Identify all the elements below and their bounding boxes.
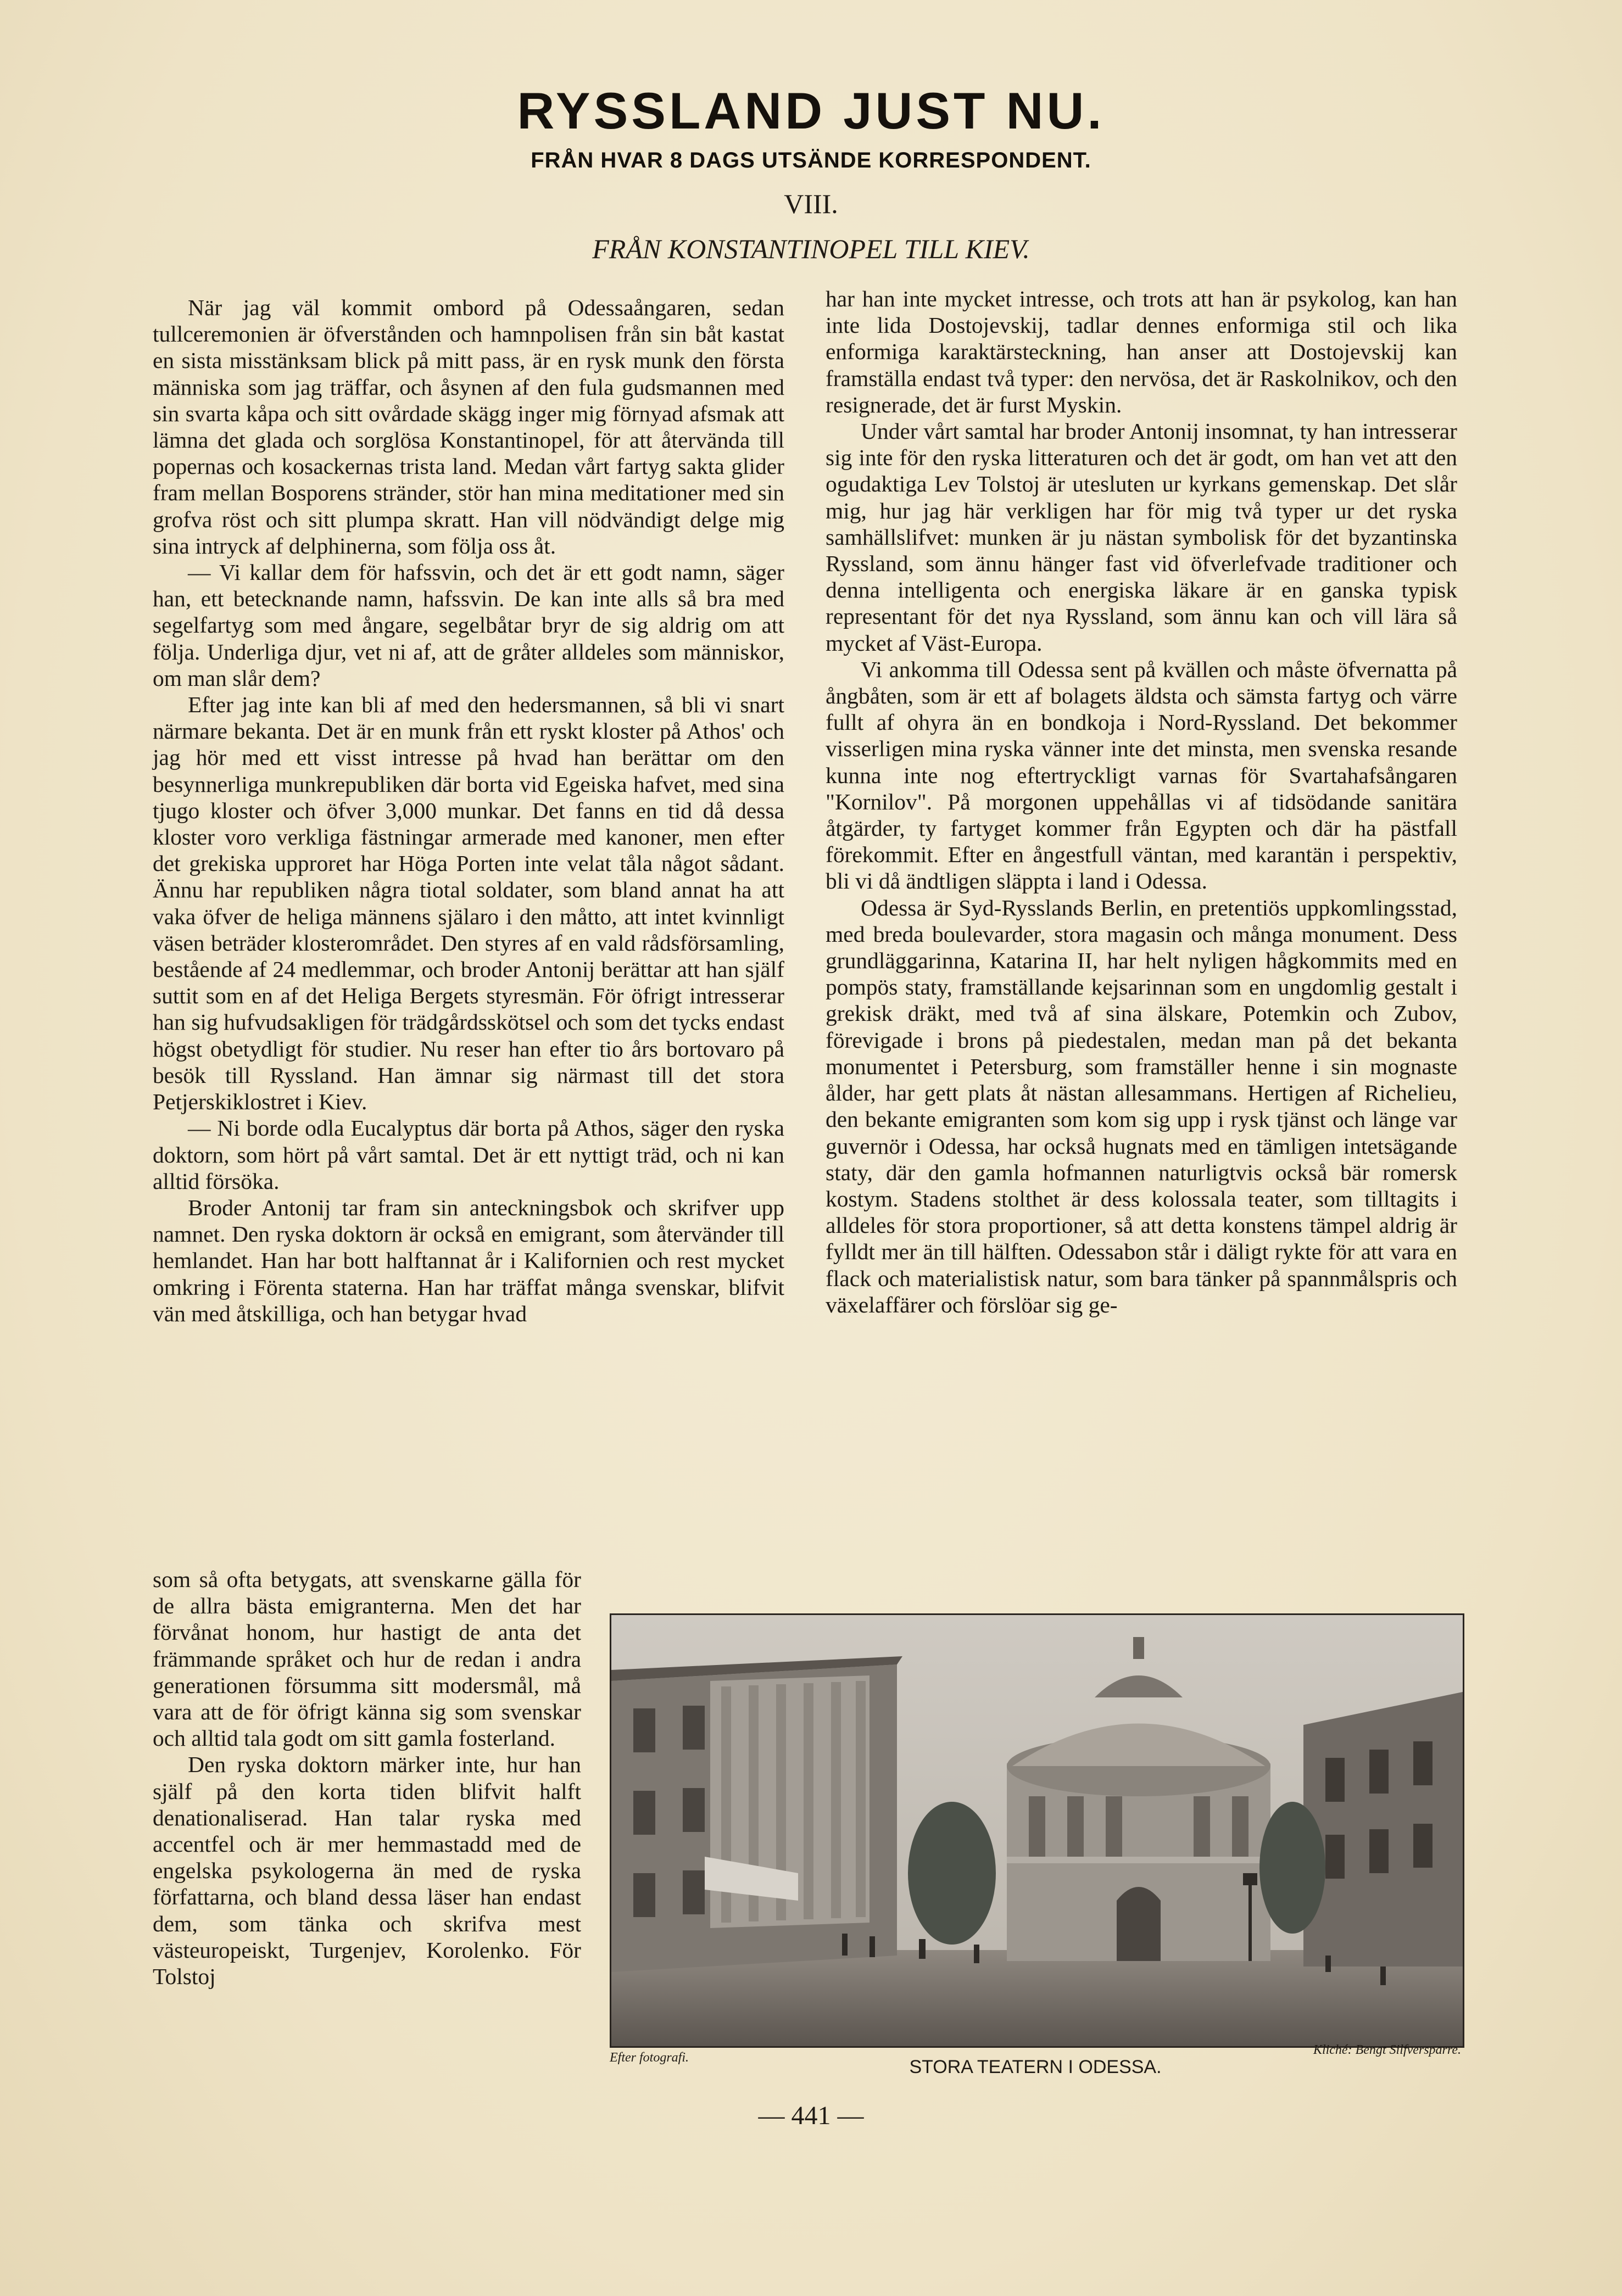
part-number: VIII. [784,188,838,219]
figure-caption: STORA TEATERN I ODESSA. [909,2057,1162,2077]
theatre-illustration [611,1615,1463,2046]
section-heading: FRÅN KONSTANTINOPEL TILL KIEV. [592,233,1030,264]
theatre-photograph [610,1613,1464,2048]
article-subtitle: FRÅN HVAR 8 DAGS UTSÄNDE KORRESPONDENT. [531,148,1091,172]
paragraph: Under vårt samtal har broder Antonij insomnat, ty han intresserar sig inte för den ryska litteraturen och det är godt, om han vet att den ogudaktiga Lev Tolstoj är utesluten ur kyrkans gemenskap. Det slår mig, hur jag här verkligen har för mig två typer ur det ryska samhällslifvet: munken är ju nästan symbolisk för det byzantinska Ryssland, som ännu hänger fast vid öfverlefvade traditioner och denna intelligenta och energiska läkare är en ganska typisk representant för det nya Ryssland, som ännu kan och vill lära så mycket af Väst-Europa. [826,418,1457,656]
photo-credit: Efter fotografi. [610,2051,689,2065]
paragraph: — Ni borde odla Eucalyptus där borta på Athos, säger den ryska doktorn, som hört på vårt samtal. Det är ett nyttigt träd, och ni kan alltid försöka. [153,1115,784,1194]
paragraph: Den ryska doktorn märker inte, hur han själf på den korta tiden blifvit halft denationaliserad. Han talar ryska med accentfel och är mer hemmastadd med de engelska psykologerna än med de ryska författarna, och bland dessa läser han endast dem, som tänka och skrifva mest västeuropeiskt, Turgenjev, Korolenko. För Tolstoj [153,1752,581,1990]
paragraph: har han inte mycket intresse, och trots att han är psykolog, kan han inte lida Dostojevskij, tadlar dennes enformiga stil och lika enformiga karaktärsteckning, han anser att Dostojevskij kan framställa endast två typer: den nervösa, det är Raskolnikov, och den resignerade, det är furst Myskin. [826,286,1457,417]
page-number: — 441 — [758,2101,864,2130]
paragraph: Efter jag inte kan bli af med den hedersmannen, så bli vi snart närmare bekanta. Det är en munk från ett ryskt kloster på Athos' och jag hör med ett visst intresse på hvad han berättar om den besynnerliga munkrepubliken där borta vid Egeiska hafvet, med sina tjugo kloster och öfver 3,000 munkar. Det fanns en tid då dessa kloster voro verkliga fästningar armerade med kanoner, men efter det grekiska upproret har Höga Porten inte velat tåla något sådant. Ännu har republiken några tiotal soldater, som bland annat ha att vaka öfver de heliga männens själaro i den måtto, att intet kvinnligt väsen beträder klosterområdet. Den styres af en vald rådsförsamling, bestående af 24 medlemmar, och broder Antonij berättar att han själf suttit som en af det Heliga Bergets styresmän. För öfrigt intresserar han sig hufvudsakligen för trädgårdsskötsel och som det tycks endast högst obetydligt för studier. Nu reser han efter tio års bortovaro på besök till Ryssland. Han ämnar sig närmast till det stora Petjerskiklostret i Kiev. [153,692,784,1115]
article-title: RYSSLAND JUST NU. [517,82,1105,139]
paragraph: När jag väl kommit ombord på Odessaångaren, sedan tullceremonien är öfverstånden och hamnpolisen från sin båt kastat en sista misstänksam blick på mitt pass, är en rysk munk den första människa som jag träffar, och åsynen af den fula gudsmannen med sin svarta kåpa och sitt ovårdade skägg inger mig förnyad afsmak att lämna det glada och sorglösa Konstantinopel, för att återvända till popernas och kosackernas trista land. Medan vårt fartyg sakta glider fram mellan Bosporens stränder, stör han mina meditationer med sin grofva röst och sitt plumpa skratt. Han vill nödvändigt delge mig sina intryck af delphinerna, som följa oss åt. [153,295,784,558]
paragraph: — Vi kallar dem för hafssvin, och det är ett godt namn, säger han, ett betecknande namn, hafssvin. De kan inte alls så bra med segelfartyg som med ångare, segelbåtar bryr de sig aldrig om att följa. Underliga djur, vet ni af, att de gråter alldeles som människor, om man slår dem? [153,560,784,691]
paragraph: som så ofta betygats, att svenskarne gälla för de allra bästa emigranterna. Men det har förvånat honom, hur hastigt de anta det främmande språket och hur de redan i andra generationen försumma sitt modersmål, må vara att de för öfrigt känna sig som svenskar och alltid tala godt om sitt gamla fosterland. [153,1567,581,1751]
paragraph: Vi ankomma till Odessa sent på kvällen och måste öfvernatta på ångbåten, som är ett af bolagets äldsta och sämsta fartyg och värre fullt af ohyra än en bondkoja i Nord-Ryssland. Det bekommer visserligen mina ryska vänner inte det minsta, men svenska resande kunna inte nog eftertryckligt varnas för Svartahafsångaren "Kornilov". På morgonen uppehållas vi af tidsödande sanitära åtgärder, ty fartyget kommer från Egypten och där ha pästfall förekommit. Efter en ångestfull väntan, med karantän i perspektiv, bli vi då ändtligen släppta i land i Odessa. [826,656,1457,894]
narrow-column [153,1566,581,1990]
right-column [826,286,1457,1318]
paragraph: Broder Antonij tar fram sin anteckningsbok och skrifver upp namnet. Den ryska doktorn är också en emigrant, som återvänder till hemlandet. Han har bott halftannat år i Kalifornien och rest mycket omkring i Förenta staterna. Han har träffat många svenskar, blifvit vän med åtskilliga, och han betygar hvad [153,1194,784,1326]
paragraph: Odessa är Syd-Rysslands Berlin, en pretentiös uppkomlingsstad, med breda boulevarder, stora magasin och många monument. Dess grundläggarinna, Katarina II, har helt nyligen hågkommits med en pompös staty, framställande kejsarinnan som en ungdomlig gestalt i grekisk dräkt, med två af sina älskare, Potemkin och Zubov, förevigade i brons på piedestalen, medan man på det bekanta monumentet i Petersburg, som framställer henne i sin mognaste ålder, har gett plats åt nästan allesammans. Hertigen af Richelieu, den bekante emigranten som kom sig upp i rysk tjänst och länge var guvernör i Odessa, har också hugnats med en tämligen intetsägande staty, där den gamla hofmannen naturligtvis också bär romersk kostym. Stadens stolthet är dess kolossala teater, som tilltagits i alldeles för stora proportioner, så att detta konstens tämpel aldrig är fylldt mer än till hälften. Odessabon står i däligt rykte för att vara en flack och materialistisk natur, som bara tänker på spannmålspris och växelaffärer och förslöar sig ge- [826,895,1457,1317]
engraver-credit: Kliché: Bengt Silfversparre. [1313,2043,1461,2057]
left-column [153,294,784,1327]
